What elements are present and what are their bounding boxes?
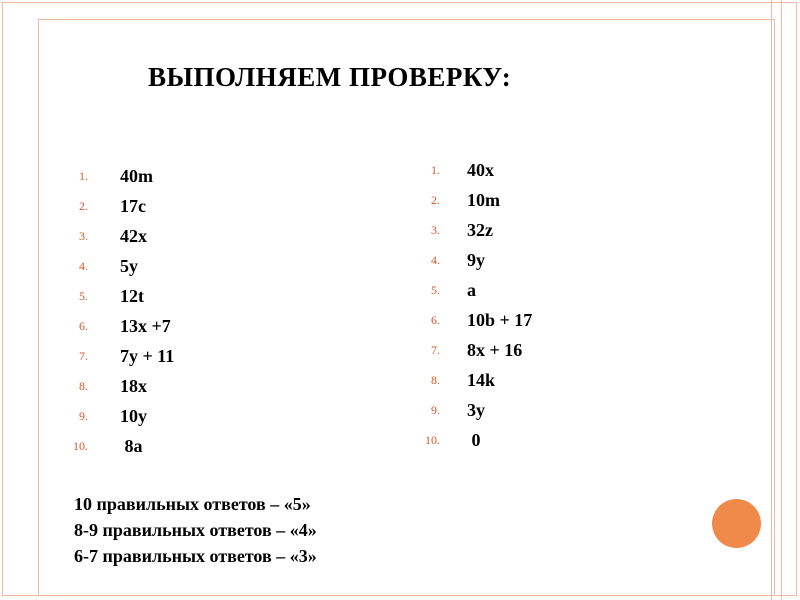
item-value: 8a bbox=[120, 436, 143, 456]
item-value: a bbox=[467, 280, 476, 300]
item-value: 8x + 16 bbox=[467, 340, 523, 360]
frame-line-right-1 bbox=[771, 0, 772, 600]
list-item bbox=[48, 371, 298, 401]
item-number: 7. bbox=[79, 349, 88, 363]
grading-line: 8-9 правильных ответов – «4» bbox=[74, 520, 317, 540]
list-item bbox=[400, 425, 650, 455]
item-value: 17c bbox=[120, 196, 146, 216]
answers-list-right bbox=[400, 155, 650, 455]
list-item bbox=[48, 431, 298, 461]
item-number: 8. bbox=[79, 379, 88, 393]
item-number: 6. bbox=[79, 319, 88, 333]
item-value: 13x +7 bbox=[120, 316, 171, 336]
frame-line-right-2 bbox=[781, 0, 782, 600]
list-item bbox=[400, 245, 650, 275]
list-item bbox=[48, 281, 298, 311]
item-value: 12t bbox=[120, 286, 144, 306]
list-item bbox=[48, 251, 298, 281]
list-item bbox=[400, 185, 650, 215]
list-item bbox=[400, 365, 650, 395]
item-number: 10. bbox=[425, 433, 440, 447]
item-number: 2. bbox=[79, 199, 88, 213]
item-value: 10m bbox=[467, 190, 500, 210]
list-item bbox=[400, 305, 650, 335]
list-item bbox=[400, 335, 650, 365]
item-number: 3. bbox=[431, 223, 440, 237]
list-item bbox=[48, 401, 298, 431]
list-item bbox=[400, 275, 650, 305]
list-item bbox=[48, 161, 298, 191]
item-value: 0 bbox=[467, 430, 481, 450]
item-number: 6. bbox=[431, 313, 440, 327]
list-item bbox=[400, 395, 650, 425]
item-number: 1. bbox=[431, 163, 440, 177]
item-value: 3y bbox=[467, 400, 485, 420]
item-number: 8. bbox=[431, 373, 440, 387]
item-value: 5y bbox=[120, 256, 138, 276]
item-value: 10b + 17 bbox=[467, 310, 533, 330]
grading-criteria bbox=[74, 491, 317, 569]
slide-title: ВЫПОЛНЯЕМ ПРОВЕРКУ: bbox=[148, 62, 512, 92]
item-number: 10. bbox=[73, 439, 88, 453]
item-number: 4. bbox=[79, 259, 88, 273]
item-number: 1. bbox=[79, 169, 88, 183]
list-item bbox=[48, 191, 298, 221]
item-number: 5. bbox=[79, 289, 88, 303]
item-value: 18x bbox=[120, 376, 147, 396]
item-number: 9. bbox=[79, 409, 88, 423]
item-value: 14k bbox=[467, 370, 496, 390]
grading-line: 10 правильных ответов – «5» bbox=[74, 494, 311, 514]
list-item bbox=[400, 215, 650, 245]
list-item bbox=[48, 341, 298, 371]
item-number: 5. bbox=[431, 283, 440, 297]
item-number: 2. bbox=[431, 193, 440, 207]
list-item bbox=[48, 221, 298, 251]
decorative-circle bbox=[712, 499, 761, 548]
item-number: 7. bbox=[431, 343, 440, 357]
grading-line: 6-7 правильных ответов – «3» bbox=[74, 546, 317, 566]
item-value: 40x bbox=[467, 160, 494, 180]
item-value: 42x bbox=[120, 226, 147, 246]
item-value: 9y bbox=[467, 250, 485, 270]
item-value: 32z bbox=[467, 220, 493, 240]
item-value: 7y + 11 bbox=[120, 346, 175, 366]
list-item bbox=[400, 155, 650, 185]
answers-list-left bbox=[48, 161, 298, 461]
item-value: 10y bbox=[120, 406, 147, 426]
list-item bbox=[48, 311, 298, 341]
item-number: 9. bbox=[431, 403, 440, 417]
item-number: 3. bbox=[79, 229, 88, 243]
item-value: 40m bbox=[120, 166, 153, 186]
item-number: 4. bbox=[431, 253, 440, 267]
